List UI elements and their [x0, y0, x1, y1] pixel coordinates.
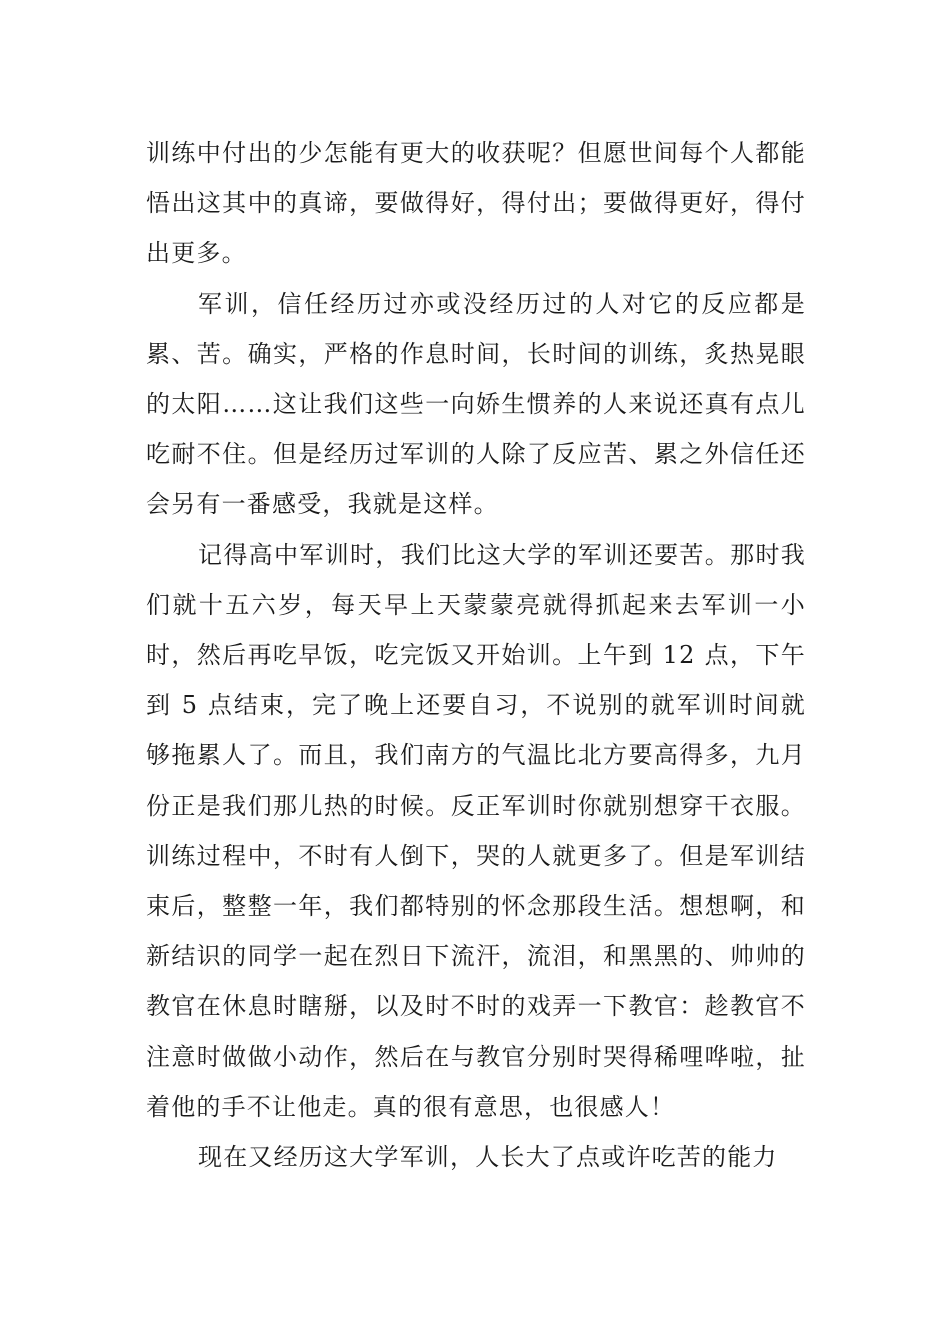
paragraph-1: 训练中付出的少怎能有更大的收获呢？但愿世间每个人都能悟出这其中的真谛，要做得好，得付出；要做得更好，得付出更多。: [146, 139, 806, 268]
paragraph-2: 军训，信任经历过亦或没经历过的人对它的反应都是累、苦。确实，严格的作息时间，长时间的训练，炙热晃眼的太阳……这让我们这些一向娇生惯养的人来说还真有点儿吃耐不住。但是经历过军训的人除了反应苦、累之外信任还会另有一番感受，我就是这样。: [146, 289, 806, 519]
paragraph-3: 记得高中军训时，我们比这大学的军训还要苦。那时我们就十五六岁，每天早上天蒙蒙亮就得抓起来去军训一小时，然后再吃早饭，吃完饭又开始训。上午到 12 点，下午到 5 点结束，完了晚上还要自习，不说别的就军训时间就够拖累人了。而且，我们南方的气温比北方要高得多，九月份正是我们那儿热的时候。反正军训时你就别想穿干衣服。训练过程中，不时有人倒下，哭的人就更多了。但是军训结束后，整整一年，我们都特别的怀念那段生活。想想啊，和新结识的同学一起在烈日下流汗，流泪，和黑黑的、帅帅的教官在休息时瞎掰，以及时不时的戏弄一下教官：趁教官不注意时做做小动作，然后在与教官分别时哭得稀哩哗啦，扯着他的手不让他走。真的很有意思，也很感人！: [146, 540, 806, 1121]
paragraph-4: 现在又经历这大学军训，人长大了点或许吃苦的能力: [198, 1143, 778, 1172]
document-body: [146, 128, 806, 1182]
